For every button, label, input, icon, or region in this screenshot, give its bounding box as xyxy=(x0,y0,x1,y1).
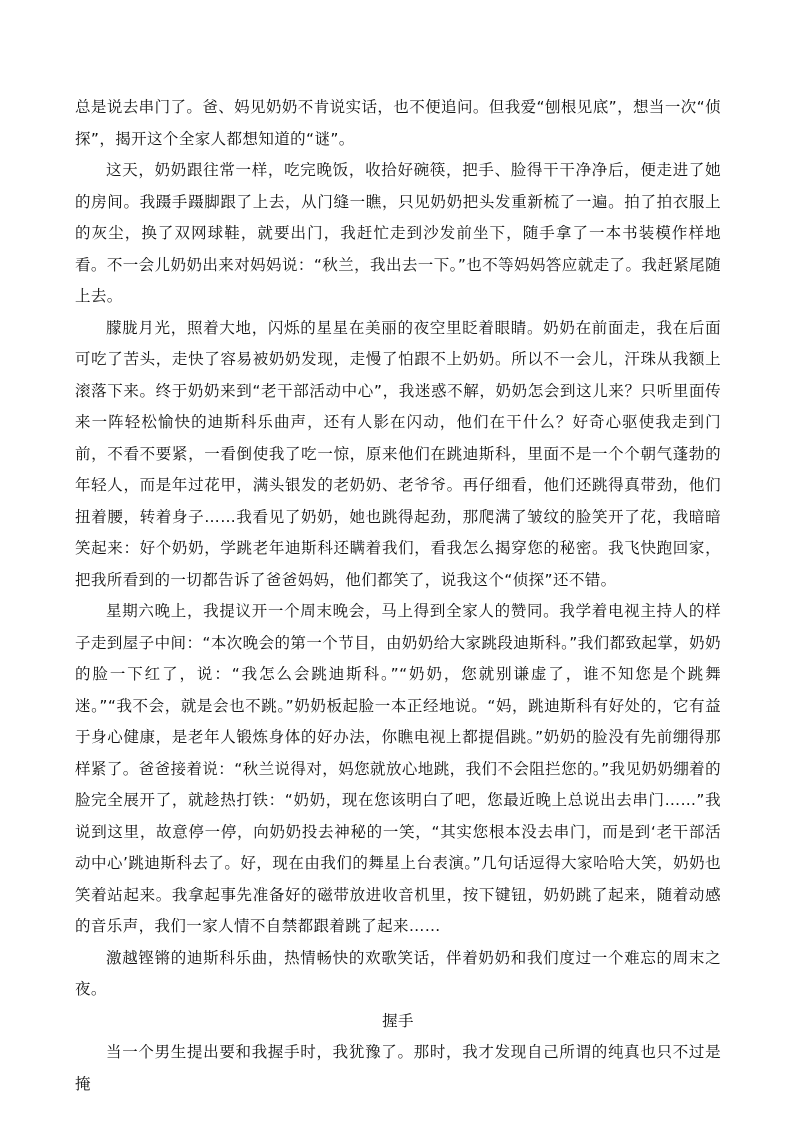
article-body xyxy=(75,92,721,1100)
paragraph-continued: 总是说去串门了。爸、妈见奶奶不肯说实话，也不便追问。但我爱“刨根见底”，想当一次“侦探”，揭开这个全家人都想知道的“谜”。 xyxy=(75,98,721,148)
paragraph-closing: 激越铿锵的迪斯科乐曲，热情畅快的欢歌笑话，伴着奶奶和我们度过一个难忘的周末之夜。 xyxy=(75,948,721,998)
paragraph-saturday: 星期六晚上，我提议开一个周末晚会，马上得到全家人的赞同。我学着电视主持人的样子走到屋子中间：“本次晚会的第一个节目，由奶奶给大家跳段迪斯科。”我们都致起掌，奶奶的脸一下红了，说：“我怎么会跳迪斯科。”“奶奶，您就别谦虚了，谁不知您是个跳舞迷。”“我不会，就是会也不跳。”奶奶板起脸一本正经地说。“妈，跳迪斯科有好处的，它有益于身心健康，是老年人锻炼身体的好办法，你瞧电视上都提倡跳。”奶奶的脸没有先前绷得那样紧了。爸爸接着说：“秋兰说得对，妈您就放心地跳，我们不会阻拦您的。”我见奶奶绷着的脸完全展开了，就趁热打铁：“奶奶，现在您该明白了吧，您最近晚上总说出去串门……”我说到这里，故意停一停，向奶奶投去神秘的一笑，“其实您根本没去串门，而是到‘老干部活动中心’跳迪斯科去了。好，现在由我们的舞星上台表演。”几句话逗得大家哈哈大笑，奶奶也笑着站起来。我拿起事先准备好的磁带放进收音机里，按下键钮，奶奶跳了起来，随着动感的音乐声，我们一家人情不自禁都跟着跳了起来…… xyxy=(75,602,721,935)
essay-heading: 握手 xyxy=(382,1011,414,1030)
paragraph-moonlight: 朦胧月光，照着大地，闪烁的星星在美丽的夜空里眨着眼睛。奶奶在前面走，我在后面可吃了苦头，走快了容易被奶奶发现，走慢了怕跟不上奶奶。所以不一会儿，汗珠从我额上滚落下来。终于奶奶来到“老干部活动中心”，我迷惑不解，奶奶怎会到这儿来？只听里面传来一阵轻松愉快的迪斯科乐曲声，还有人影在闪动，他们在干什么？好奇心驱使我走到门前，不看不要紧，一看倒使我了吃一惊，原来他们在跳迪斯科，里面不是一个个朝气蓬勃的年轻人，而是年过花甲，满头银发的老奶奶、老爷爷。再仔细看，他们还跳得真带劲，他们扭着腰，转着身子……我看见了奶奶，她也跳得起劲，那爬满了皱纹的脸笑开了花，我暗暗笑起来：好个奶奶，学跳老年迪斯科还瞒着我们，看我怎么揭穿您的秘密。我飞快跑回家，把我所看到的一切都告诉了爸爸妈妈，他们都笑了，说我这个“侦探”还不错。 xyxy=(75,318,721,589)
paragraph-evening: 这天，奶奶跟往常一样，吃完晚饭，收拾好碗筷，把手、脸得干干净净后，便走进了她的房间。我蹑手蹑脚跟了上去，从门缝一瞧，只见奶奶把头发重新梳了一遍。拍了拍衣服上的灰尘，换了双网球鞋，就要出门，我赶忙走到沙发前坐下，随手拿了一本书装模作样地看。不一会儿奶奶出来对妈妈说：“秋兰，我出去一下。”也不等妈妈答应就走了。我赶紧尾随上去。 xyxy=(75,161,721,305)
paragraph-handshake: 当一个男生提出要和我握手时，我犹豫了。那时，我才发现自己所谓的纯真也只不过是掩 xyxy=(75,1043,721,1093)
